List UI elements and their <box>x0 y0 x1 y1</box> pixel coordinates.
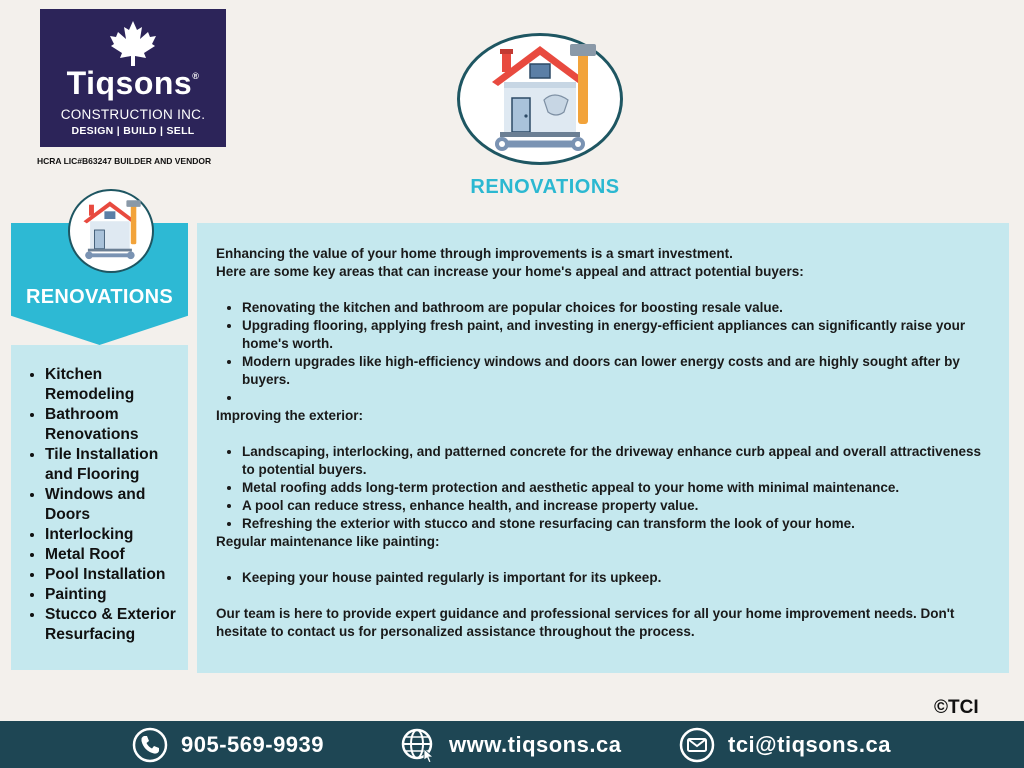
intro-line-2: Here are some key areas that can increase your home's appeal and attract potential buyers: <box>216 264 804 279</box>
maple-leaf-icon <box>108 19 158 67</box>
maintenance-heading: Regular maintenance like painting: <box>216 534 440 549</box>
main-content-panel <box>197 223 1009 673</box>
maintenance-list <box>216 569 991 587</box>
exterior-heading: Improving the exterior: <box>216 408 364 423</box>
mail-icon <box>679 727 715 763</box>
list-item: • Keeping your house painted regularly is important for its upkeep. <box>242 569 991 587</box>
list-item: • Landscaping, interlocking, and patterned concrete for the driveway enhance curb appeal and overall attractiveness to potential buyers. <box>242 443 991 479</box>
logo-subtitle: CONSTRUCTION INC. <box>60 107 206 122</box>
sidebar-icon-circle <box>68 189 154 273</box>
email-link[interactable] <box>679 721 891 768</box>
website-link[interactable] <box>400 721 621 768</box>
license-text: HCRA LIC#B63247 BUILDER AND VENDOR <box>37 156 212 166</box>
hero-icon-circle <box>457 33 623 165</box>
list-item: • Tile Installation and Flooring <box>45 445 184 485</box>
list-item: • Stucco & Exterior Resurfacing <box>45 605 184 645</box>
list-item: • Interlocking <box>45 525 184 545</box>
phone-icon <box>132 727 168 763</box>
house-renovation-icon <box>78 194 144 266</box>
sidebar-title: RENOVATIONS <box>25 286 173 308</box>
website-url: www.tiqsons.ca <box>449 731 622 757</box>
email-address: tci@tiqsons.ca <box>728 731 891 757</box>
list-item: • A pool can reduce stress, enhance health, and increase property value. <box>242 497 991 515</box>
house-renovation-icon <box>482 38 602 158</box>
list-item: • Pool Installation <box>45 565 184 585</box>
list-item: • Modern upgrades like high-efficiency windows and doors can lower energy costs and are highly sought after by buyers. <box>242 353 991 389</box>
logo-brand: Tiqsons® <box>66 65 200 101</box>
closing-paragraph: Our team is here to provide expert guidance and professional services for all your home improvement needs. Don't hesitate to contact us for personalized assistance throughout the process. <box>216 606 955 639</box>
list-item: • Painting <box>45 585 184 605</box>
phone-contact[interactable] <box>132 721 324 768</box>
phone-number: 905-569-9939 <box>181 731 325 757</box>
list-item <box>242 389 991 407</box>
contact-footer <box>0 721 1024 768</box>
list-item: • Metal Roof <box>45 545 184 565</box>
intro-line-1: Enhancing the value of your home through improvements is a smart investment. <box>216 246 733 261</box>
company-logo <box>40 9 226 147</box>
list-item: • Upgrading flooring, applying fresh paint, and investing in energy-efficient appliances can significantly raise your home's worth. <box>242 317 991 353</box>
logo-tagline: DESIGN | BUILD | SELL <box>71 125 195 137</box>
copyright-mark: ©TCI <box>934 697 979 718</box>
list-item: • Refreshing the exterior with stucco and stone resurfacing can transform the look of your home. <box>242 515 991 533</box>
list-item: • Windows and Doors <box>45 485 184 525</box>
list-item: • Metal roofing adds long-term protection and aesthetic appeal to your home with minimal maintenance. <box>242 479 991 497</box>
page-title: RENOVATIONS <box>470 176 620 198</box>
list-item: • Renovating the kitchen and bathroom are popular choices for boosting resale value. <box>242 299 991 317</box>
interior-list <box>216 299 991 407</box>
exterior-list <box>216 443 991 533</box>
list-item: • Bathroom Renovations <box>45 405 184 445</box>
globe-icon <box>400 727 436 763</box>
services-list <box>11 345 188 670</box>
list-item: • Kitchen Remodeling <box>45 365 184 405</box>
